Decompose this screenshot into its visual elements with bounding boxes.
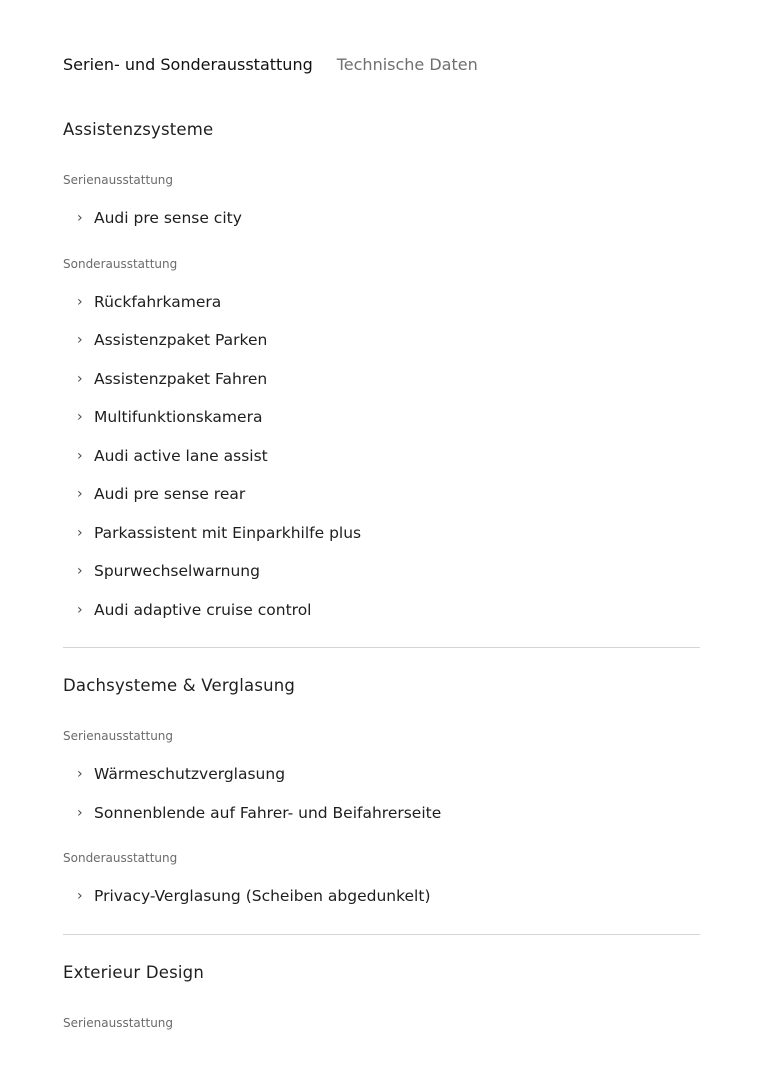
list-item[interactable]	[63, 360, 700, 399]
list-item[interactable]	[63, 877, 700, 916]
item-label: Sonnenblende auf Fahrer- und Beifahrerseite	[94, 803, 442, 822]
section-dachsysteme-verglasung	[63, 674, 700, 916]
chevron-right-icon: ›	[77, 210, 83, 227]
section-exterieur-design	[63, 961, 700, 1031]
item-label: Spurwechselwarnung	[94, 562, 260, 581]
section-title: Dachsysteme & Verglasung	[63, 676, 296, 695]
item-label: Assistenzpaket Fahren	[94, 369, 268, 388]
section-divider	[63, 647, 700, 648]
chevron-right-icon: ›	[77, 563, 83, 580]
section-title: Assistenzsysteme	[63, 120, 214, 139]
chevron-right-icon: ›	[77, 486, 83, 503]
item-label: Audi active lane assist	[94, 446, 268, 465]
group-label-serienausstattung: Serienausstattung	[63, 1015, 174, 1030]
chevron-right-icon: ›	[77, 332, 83, 349]
section-assistenzsysteme	[63, 118, 700, 629]
item-list	[63, 755, 700, 832]
item-list	[63, 283, 700, 630]
list-item[interactable]	[63, 437, 700, 476]
chevron-right-icon: ›	[77, 370, 83, 387]
tab-serien-und-sonderausstattung[interactable]: Serien- und Sonderausstattung	[63, 55, 313, 74]
chevron-right-icon: ›	[77, 293, 83, 310]
list-item[interactable]	[63, 755, 700, 794]
list-item[interactable]	[63, 552, 700, 591]
item-list	[63, 199, 700, 238]
section-title: Exterieur Design	[63, 962, 204, 982]
item-label: Multifunktionskamera	[94, 408, 263, 427]
chevron-right-icon: ›	[77, 447, 83, 464]
list-item[interactable]	[63, 398, 700, 437]
section-divider	[63, 934, 700, 935]
group-label-sonderausstattung: Sonderausstattung	[63, 851, 178, 865]
chevron-right-icon: ›	[77, 601, 83, 618]
tab-bar	[63, 54, 478, 76]
item-label: Audi pre sense rear	[94, 485, 246, 504]
item-label: Privacy-Verglasung (Scheiben abgedunkelt)	[94, 887, 431, 906]
chevron-right-icon: ›	[77, 888, 83, 905]
item-list	[63, 877, 700, 916]
item-label: Wärmeschutzverglasung	[94, 765, 286, 784]
group-label-serienausstattung: Serienausstattung	[63, 173, 174, 187]
item-label: Audi pre sense city	[94, 209, 242, 228]
list-item[interactable]	[63, 514, 700, 553]
chevron-right-icon: ›	[77, 804, 83, 821]
list-item[interactable]	[63, 794, 700, 833]
item-label: Audi adaptive cruise control	[94, 600, 312, 619]
chevron-right-icon: ›	[77, 524, 83, 541]
group-label-serienausstattung: Serienausstattung	[63, 729, 174, 743]
item-label: Parkassistent mit Einparkhilfe plus	[94, 523, 362, 542]
list-item[interactable]	[63, 475, 700, 514]
list-item[interactable]	[63, 199, 700, 238]
list-item[interactable]	[63, 321, 700, 360]
chevron-right-icon: ›	[77, 766, 83, 783]
item-label: Rückfahrkamera	[94, 292, 222, 311]
group-label-sonderausstattung: Sonderausstattung	[63, 256, 178, 271]
item-label: Assistenzpaket Parken	[94, 331, 268, 350]
list-item[interactable]	[63, 591, 700, 630]
tab-technische-daten[interactable]: Technische Daten	[336, 55, 478, 74]
chevron-right-icon: ›	[77, 409, 83, 426]
list-item[interactable]	[63, 283, 700, 322]
equipment-list	[63, 118, 700, 1042]
